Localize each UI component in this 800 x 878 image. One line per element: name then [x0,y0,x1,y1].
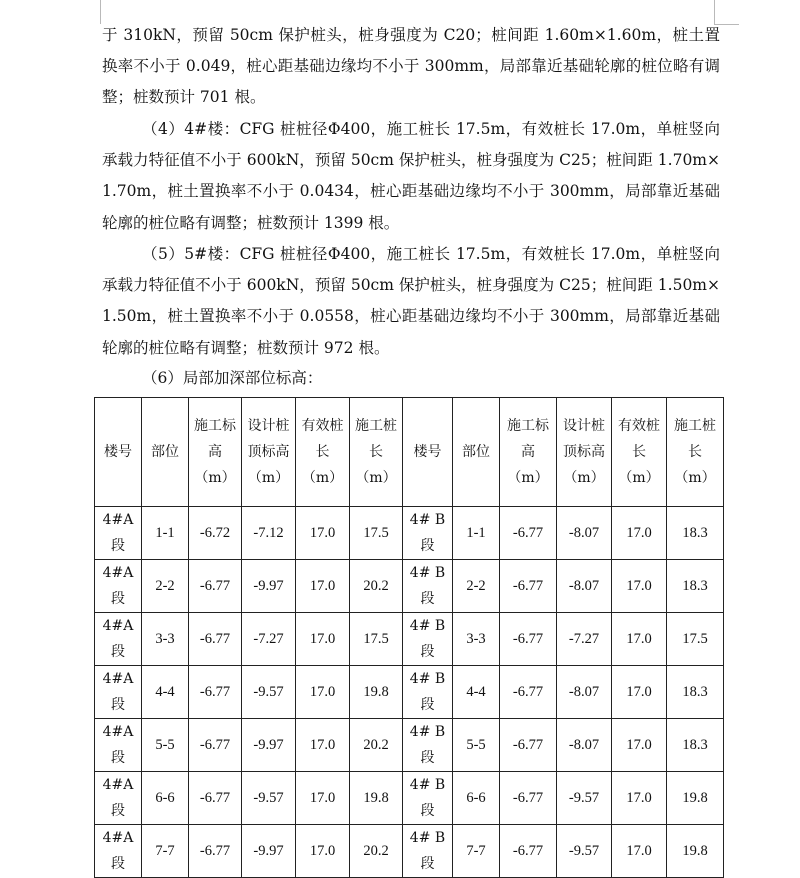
cell-position: 6-6 [453,772,500,825]
cell-building: 4#A段 [95,825,142,878]
cell-building: 4#A段 [95,613,142,666]
cell-construction-elevation: -6.77 [189,772,242,825]
cell-position: 7-7 [453,825,500,878]
cell-construction-elevation: -6.77 [189,825,242,878]
cell-construction-pile-length: 19.8 [350,666,403,719]
cell-effective-pile-length: 17.0 [612,825,667,878]
table-row [95,507,724,560]
cell-design-pile-top-elevation: -9.57 [242,666,296,719]
cell-design-pile-top-elevation: -9.97 [242,825,296,878]
cell-building: 4#A段 [95,719,142,772]
cell-building: 4# B段 [403,507,453,560]
cell-position: 1-1 [142,507,189,560]
cell-building: 4#A段 [95,666,142,719]
paragraph-3-continuation: 于 310kN，预留 50cm 保护桩头，桩身强度为 C20；桩间距 1.60m×1.60m，桩土置换率不小于 0.049，桩心距基础边缘均不小于 300mm，局部靠近基础轮廓的桩位略有调整；桩数预计 701 根。 [102,26,720,107]
cell-building: 4#A段 [95,507,142,560]
header-construction-pile-length-b: 施工桩长（m） [667,398,724,507]
cell-design-pile-top-elevation: -9.57 [242,772,296,825]
cell-effective-pile-length: 17.0 [296,560,350,613]
cell-design-pile-top-elevation: -7.27 [242,613,296,666]
cell-building: 4# B段 [403,613,453,666]
cell-position: 2-2 [142,560,189,613]
header-effective-pile-length-a: 有效桩长（m） [296,398,350,507]
cell-effective-pile-length: 17.0 [296,825,350,878]
cell-position: 3-3 [142,613,189,666]
cell-effective-pile-length: 17.0 [296,719,350,772]
cell-construction-pile-length: 18.3 [667,719,724,772]
cell-position: 4-4 [453,666,500,719]
header-construction-elevation-a: 施工标高（m） [189,398,242,507]
cell-construction-elevation: -6.77 [189,666,242,719]
cell-construction-elevation: -6.77 [189,613,242,666]
cell-position: 5-5 [453,719,500,772]
cell-construction-pile-length: 18.3 [667,560,724,613]
table-row [95,666,724,719]
cell-design-pile-top-elevation: -9.97 [242,560,296,613]
cell-effective-pile-length: 17.0 [612,507,667,560]
cell-effective-pile-length: 17.0 [612,772,667,825]
cell-building: 4# B段 [403,560,453,613]
header-design-pile-top-elevation-a: 设计桩顶标高（m） [242,398,296,507]
cell-design-pile-top-elevation: -7.27 [557,613,612,666]
cell-construction-pile-length: 17.5 [667,613,724,666]
cell-design-pile-top-elevation: -9.97 [242,719,296,772]
cell-construction-pile-length: 20.2 [350,825,403,878]
cell-construction-elevation: -6.77 [500,719,557,772]
cell-construction-elevation: -6.77 [500,613,557,666]
cell-design-pile-top-elevation: -8.07 [557,560,612,613]
header-position-a: 部位 [142,398,189,507]
table-row [95,560,724,613]
cell-effective-pile-length: 17.0 [612,719,667,772]
table-row [95,613,724,666]
cell-effective-pile-length: 17.0 [296,613,350,666]
cell-construction-pile-length: 19.8 [667,772,724,825]
table-row [95,719,724,772]
cell-construction-elevation: -6.77 [500,666,557,719]
cell-effective-pile-length: 17.0 [612,613,667,666]
paragraph-local-deepening: （6）局部加深部位标高： [142,369,323,387]
cell-position: 5-5 [142,719,189,772]
cell-construction-pile-length: 20.2 [350,560,403,613]
header-building-b: 楼号 [403,398,453,507]
cell-position: 6-6 [142,772,189,825]
header-position-b: 部位 [453,398,500,507]
cell-effective-pile-length: 17.0 [612,666,667,719]
cell-design-pile-top-elevation: -7.12 [242,507,296,560]
cell-building: 4# B段 [403,825,453,878]
cell-building: 4#A段 [95,772,142,825]
elevation-table [94,397,724,878]
cell-design-pile-top-elevation: -8.07 [557,719,612,772]
header-construction-pile-length-a: 施工桩长（m） [350,398,403,507]
cell-construction-pile-length: 18.3 [667,666,724,719]
cell-construction-pile-length: 17.5 [350,507,403,560]
table-header-row [95,398,724,507]
table-row [95,825,724,878]
page-corner-mark-left [100,0,101,24]
cell-position: 1-1 [453,507,500,560]
paragraph-building-5: （5）5#楼：CFG 桩桩径Φ400，施工桩长 17.5m，有效桩长 17.0m，单桩竖向承载力特征值不小于 600kN，预留 50cm 保护桩头，桩身强度为 C25；桩间距 1.50m×1.50m，桩土置换率不小于 0.0558，桩心距基础边缘均不小于 300mm，局部靠近基础轮廓的桩位略有调整；桩数预计 972 根。 [102,245,720,357]
cell-building: 4#A段 [95,560,142,613]
cell-building: 4# B段 [403,719,453,772]
header-construction-elevation-b: 施工标高（m） [500,398,557,507]
cell-construction-elevation: -6.77 [189,719,242,772]
cell-position: 4-4 [142,666,189,719]
cell-building: 4# B段 [403,772,453,825]
cell-effective-pile-length: 17.0 [296,507,350,560]
cell-position: 2-2 [453,560,500,613]
header-design-pile-top-elevation-b: 设计桩顶标高（m） [557,398,612,507]
header-effective-pile-length-b: 有效桩长（m） [612,398,667,507]
cell-construction-pile-length: 20.2 [350,719,403,772]
cell-construction-pile-length: 19.8 [350,772,403,825]
cell-effective-pile-length: 17.0 [296,772,350,825]
cell-effective-pile-length: 17.0 [296,666,350,719]
cell-position: 7-7 [142,825,189,878]
cell-construction-elevation: -6.77 [189,560,242,613]
table-row [95,772,724,825]
header-building-a: 楼号 [95,398,142,507]
cell-design-pile-top-elevation: -9.57 [557,825,612,878]
cell-position: 3-3 [453,613,500,666]
cell-design-pile-top-elevation: -8.07 [557,666,612,719]
table-body [95,507,724,878]
cell-design-pile-top-elevation: -8.07 [557,507,612,560]
cell-effective-pile-length: 17.0 [612,560,667,613]
cell-construction-pile-length: 18.3 [667,507,724,560]
cell-building: 4# B段 [403,666,453,719]
cell-construction-elevation: -6.77 [500,560,557,613]
cell-construction-elevation: -6.72 [189,507,242,560]
paragraph-building-4: （4）4#楼：CFG 桩桩径Φ400，施工桩长 17.5m，有效桩长 17.0m，单桩竖向承载力特征值不小于 600kN，预留 50cm 保护桩头，桩身强度为 C25；桩间距 1.70m×1.70m，桩土置换率不小于 0.0434，桩心距基础边缘均不小于 300mm，局部靠近基础轮廓的桩位略有调整；桩数预计 1399 根。 [102,120,720,232]
cell-design-pile-top-elevation: -9.57 [557,772,612,825]
cell-construction-elevation: -6.77 [500,825,557,878]
cell-construction-pile-length: 19.8 [667,825,724,878]
cell-construction-elevation: -6.77 [500,507,557,560]
cell-construction-elevation: -6.77 [500,772,557,825]
cell-construction-pile-length: 17.5 [350,613,403,666]
